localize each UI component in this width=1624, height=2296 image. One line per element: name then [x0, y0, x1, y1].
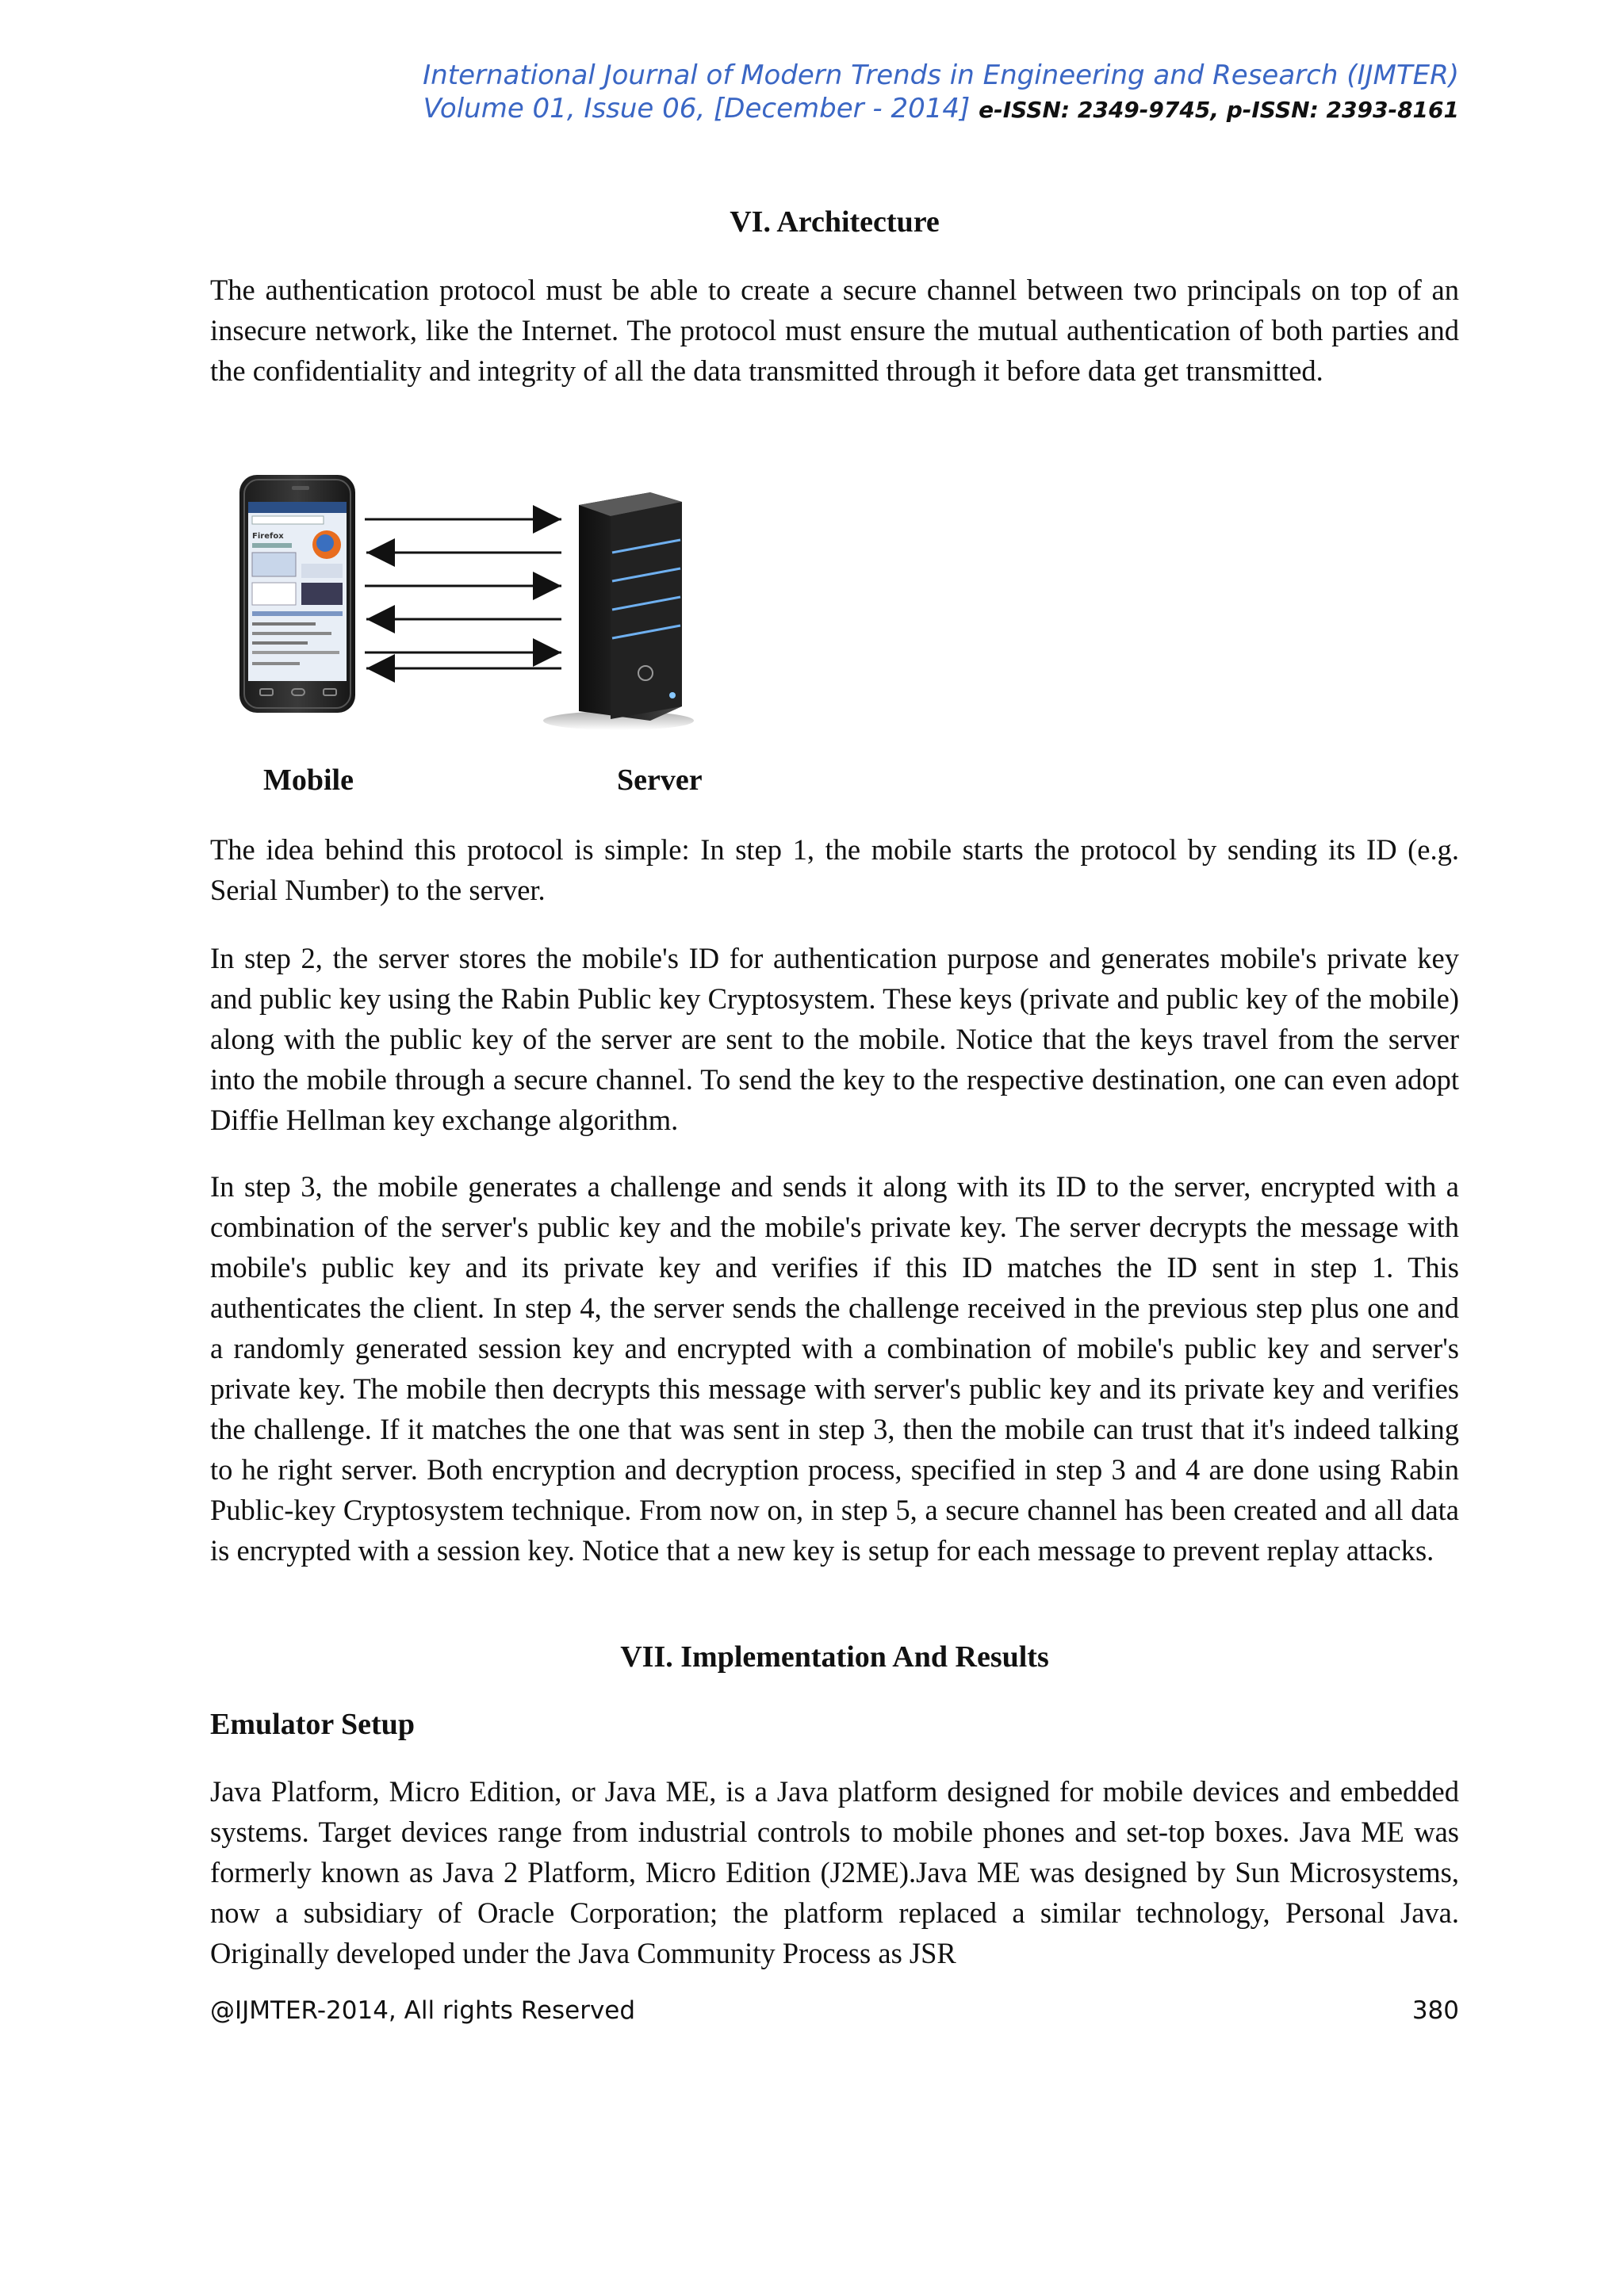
- protocol-arrows: [365, 519, 561, 668]
- footer-copyright: @IJMTER-2014, All rights Reserved: [210, 1996, 636, 2025]
- journal-issn: e-ISSN: 2349-9745, p-ISSN: 2393-8161: [979, 97, 1459, 123]
- mobile-phone-image: [239, 475, 355, 713]
- journal-volume: Volume 01, Issue 06, [December - 2014]: [423, 93, 971, 124]
- figure-label-mobile: Mobile: [263, 763, 354, 797]
- paragraph-java-me: Java Platform, Micro Edition, or Java ME, is a Java platform designed for mobile devices and embedded systems. Target devices range from industrial controls to mobile phones and set-top boxes. Java ME was formerly known as Java 2 Platform, Micro Edition (J2ME).Java ME was designed by Sun Microsystems, now a subsidiary of Oracle Corporation; the platform replaced a similar technology, Personal Java. Originally developed under the Java Community Process as JSR: [210, 1775, 1459, 1969]
- journal-volume-line: [423, 92, 1459, 127]
- paragraph-protocol-step3-5: In step 3, the mobile generates a challenge and sends it along with its ID to the server, encrypted with a combination of the server's public key and the mobile's private key. The server decrypts the message with mobile's public key and its private key and verifies if this ID matches the ID sent in step 1. This authenticates the client. In step 4, the server sends the challenge received in the previous step plus one and a randomly generated session key and encrypted with a combination of mobile's public key and server's private key. The mobile then decrypts this message with server's public key and its private key and verifies the challenge. If it matches the one that was sent in step 3, then the mobile can trust that it's indeed talking to he right server. Both encryption and decryption process, specified in step 3 and 4 are done using Rabin Public-key Cryptosystem technique. From now on, in step 5, a secure channel has been created and all data is encrypted with a session key. Notice that a new key is setup for each message to prevent replay attacks.: [210, 1170, 1459, 1567]
- journal-header: [423, 59, 1459, 127]
- phone-screen-title: Firefox: [252, 532, 284, 541]
- figure-label-server: Server: [617, 763, 703, 797]
- page-number: 380: [1411, 1996, 1459, 2025]
- paragraph-protocol-step2: In step 2, the server stores the mobile's ID for authentication purpose and generates mobile's private key and public key using the Rabin Public key Cryptosystem. These keys (private and public key of the mobile) along with the public key of the server are sent to the mobile. Notice that the keys travel from the server into the mobile through a secure channel. To send the key to the respective destination, one can even adopt Diffie Hellman key exchange algorithm.: [210, 942, 1459, 1136]
- section-title-architecture: VI. Architecture: [730, 205, 940, 239]
- paragraph-protocol-step1: The idea behind this protocol is simple: In step 1, the mobile starts the protocol by sending its ID (e.g. Serial Number) to the server.: [210, 833, 1459, 906]
- server-image: [543, 492, 694, 730]
- subsection-title-emulator-setup: Emulator Setup: [210, 1708, 415, 1741]
- mobile-server-figure: [238, 464, 912, 733]
- architecture-diagram: [238, 464, 912, 733]
- section-title-implementation: VII. Implementation And Results: [620, 1640, 1049, 1674]
- paragraph-architecture-intro: The authentication protocol must be able to create a secure channel between two principals on top of an insecure network, like the Internet. The protocol must ensure the mutual authentication of both parties and the confidentiality and integrity of all the data transmitted through it before data get transmitted.: [210, 274, 1459, 387]
- page-footer: [210, 1996, 1459, 2025]
- journal-title: International Journal of Modern Trends in Engineering and Research (IJMTER): [423, 59, 1459, 91]
